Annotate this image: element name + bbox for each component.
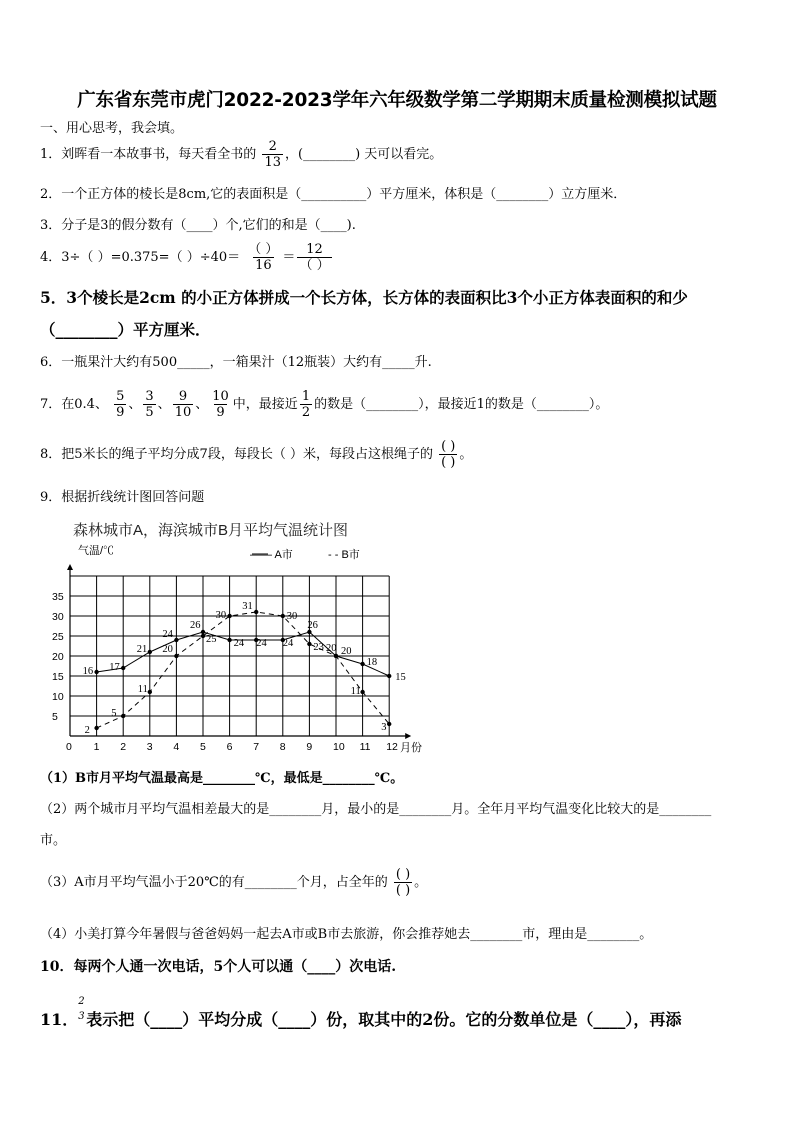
series-b-line [97, 612, 390, 728]
series-b-point [387, 722, 391, 726]
series-a-data-label: 26 [307, 620, 318, 631]
x-axis-arrow [405, 733, 411, 739]
x-tick-label: 0 [66, 741, 72, 753]
q7-f3-den: 10 [174, 405, 192, 420]
q7-text-b: 中，最接近 [232, 397, 298, 412]
y-tick-label: 35 [52, 591, 64, 603]
chart-labels [52, 554, 406, 753]
series-b-point [281, 614, 285, 618]
series-a-point [94, 670, 98, 674]
question-3: 3．分子是3的假分数有（____）个,它们的和是（____). [40, 218, 356, 233]
q7-fraction-4 [210, 390, 231, 419]
series-a-data-label: 26 [190, 620, 201, 631]
series-a-point [387, 674, 391, 678]
q4-text: 4．3÷（ ）=0.375=（ ）÷40＝ [40, 250, 241, 265]
section-heading: 一、用心思考，我会填。 [40, 121, 184, 136]
q4-f1-num: （ ） [248, 242, 279, 257]
x-tick-label: 1 [93, 741, 100, 753]
q7-f4-den: 9 [216, 405, 225, 420]
series-b-point [174, 654, 178, 658]
series-a-point [360, 662, 364, 666]
q1-frac-den: 13 [264, 155, 281, 170]
x-tick-label: 6 [226, 741, 233, 753]
y-tick-label: 25 [52, 631, 64, 643]
question-7 [40, 390, 608, 419]
x-tick-label: 9 [306, 741, 313, 753]
q8-frac-den: ( ) [441, 455, 456, 470]
q4-fraction-1 [246, 243, 280, 272]
series-b-point [360, 690, 364, 694]
q4-f1-den: 16 [255, 258, 272, 273]
q7-fraction-3 [173, 390, 194, 419]
series-b-data-label: 20 [162, 644, 173, 655]
q1-text-c: ) 天可以看完。 [355, 147, 443, 162]
q4-f2-den: （ ） [299, 258, 330, 273]
series-b-point [94, 726, 98, 730]
legend-a: —— A市 [250, 549, 293, 561]
q7-f1-num: 5 [116, 389, 125, 404]
x-tick-label: 8 [279, 741, 286, 753]
q9-3-frac-num: ( ) [395, 867, 411, 882]
series-a-data-label: 24 [162, 629, 173, 640]
chart-series [94, 610, 391, 730]
series-a-point [148, 650, 152, 654]
q9-3-text-a: （3）A市月平均气温小于20℃的有________个月，占全年的 [40, 875, 388, 890]
q7-sep: 、 [128, 397, 142, 412]
series-a-point [174, 638, 178, 642]
question-2: 2．一个正方体的棱长是8cm,它的表面积是（__________）平方厘米，体积是（________）立方厘米． [40, 187, 627, 202]
question-5-line1: 5．3个棱长是2cm 的小正方体拼成一个长方体，长方体的表面积比3个小正方体表面积的和少 [40, 288, 688, 307]
q1-num: 1． [40, 147, 62, 162]
series-b-point [307, 642, 311, 646]
q7-fraction-2 [143, 390, 155, 419]
q9-3-text-b: 。 [414, 875, 428, 890]
q1-fraction [262, 140, 283, 169]
page-title: 广东省东莞市虎门2022-2023学年六年级数学第二学期期末质量检测模拟试题 [77, 90, 717, 111]
series-b-point [148, 690, 152, 694]
q11-num: 11． [40, 1010, 79, 1029]
x-tick-label: 2 [120, 741, 127, 753]
q8-frac-num: ( ) [441, 439, 456, 454]
q7-text-a: 7．在0.4、 [40, 397, 108, 412]
q7-sep: 、 [157, 397, 171, 412]
q7-sep: 、 [195, 397, 209, 412]
q7-text-c: 的数是（________），最接近1的数是（________）。 [314, 397, 609, 412]
q11-text: 表示把（____）平均分成（____）份，取其中的2份。它的分数单位是（____），再添 [86, 1010, 682, 1029]
question-5-line2: （________）平方厘米． [40, 320, 211, 339]
series-a-data-label: 18 [366, 657, 378, 668]
series-b-data-label: 5 [111, 708, 117, 719]
y-tick-label: 20 [52, 651, 64, 663]
q1-text-a: 刘晖看一本故事书，每天看全书的 [61, 147, 257, 162]
series-a-data-label: 16 [82, 666, 94, 677]
series-b-data-label: 2 [84, 725, 90, 736]
series-b-data-label: 30 [286, 611, 298, 622]
series-b-data-label: 11 [137, 684, 148, 695]
y-axis-arrow [67, 564, 73, 570]
series-b-data-label: 31 [242, 601, 253, 612]
q1-text-b: ，( [284, 147, 304, 162]
q7-f4-num: 10 [212, 389, 229, 404]
series-a-data-label: 17 [109, 662, 120, 673]
q7-f3-num: 9 [178, 389, 188, 404]
series-b-data-label: 20 [341, 646, 352, 657]
series-a-data-label: 24 [282, 638, 294, 649]
chart-axes [67, 564, 411, 739]
series-b-data-label: 11 [350, 686, 361, 697]
series-b-point [334, 654, 338, 658]
x-tick-label: 10 [333, 741, 345, 753]
question-9-2-line2: 市。 [40, 833, 67, 848]
q11-small-fraction [78, 996, 86, 1022]
q9-3-fraction [394, 868, 412, 897]
question-9-1: （1）B市月平均气温最高是________℃，最低是________℃。 [40, 771, 404, 786]
series-b-data-label: 3 [381, 722, 387, 733]
series-b-point [201, 634, 205, 638]
question-10: 10．每两个人通一次电话，5个人可以通（____）次电话. [40, 959, 397, 975]
series-a-point [121, 666, 125, 670]
question-1 [40, 140, 442, 169]
line-chart [40, 515, 440, 760]
x-tick-label: 4 [173, 741, 180, 753]
series-a-data-label: 15 [395, 672, 406, 683]
series-a-data-label: 24 [256, 638, 267, 649]
series-b-point [227, 614, 231, 618]
series-b-data-label: 25 [206, 634, 217, 645]
y-axis-label: 气温/℃ [78, 545, 115, 557]
x-tick-label: 7 [253, 741, 260, 753]
q7-half-num: 1 [301, 389, 311, 404]
y-tick-label: 10 [52, 691, 64, 703]
legend-b: - - B市 [328, 549, 360, 561]
q8-text-a: 8．把5米长的绳子平均分成7段，每段长（ ）米，每段占这根绳子的 [40, 447, 433, 462]
q9-3-frac-den: ( ) [395, 883, 411, 898]
y-tick-label: 15 [52, 671, 64, 683]
series-a-point [227, 638, 231, 642]
series-a-data-label: 24 [233, 638, 245, 649]
series-b-data-label: 23 [313, 642, 324, 653]
question-9: 9．根据折线统计图回答问题 [40, 490, 205, 505]
question-8 [40, 440, 472, 469]
question-4 [40, 243, 334, 272]
y-tick-label: 5 [52, 711, 58, 723]
q4-eq: ＝ [282, 250, 296, 265]
q8-text-b: 。 [459, 447, 473, 462]
q4-fraction-2 [297, 243, 331, 272]
q4-f2-num: 12 [306, 242, 323, 257]
y-tick-label: 30 [52, 611, 64, 623]
x-tick-label: 5 [200, 741, 206, 753]
series-a-data-label: 21 [136, 644, 148, 655]
q7-f2-num: 3 [145, 389, 154, 404]
x-tick-label: 11 [359, 741, 371, 753]
question-9-2-line1: （2）两个城市月平均气温相差最大的是________月，最小的是________月。全年月平均气温变化比较大的是________ [40, 802, 712, 817]
question-9-3 [40, 868, 427, 897]
q1-frac-num: 2 [268, 139, 277, 154]
q7-fraction-1 [114, 390, 126, 419]
series-b-data-label: 30 [215, 610, 227, 621]
q7-half [300, 390, 312, 419]
question-11 [40, 996, 682, 1030]
q11-frac-den: 3 [78, 1011, 85, 1022]
q11-frac-num: 2 [78, 996, 85, 1007]
question-6: 6．一瓶果汁大约有500_____，一箱果汁（12瓶装）大约有_____升. [40, 355, 432, 370]
chart-title: 森林城市A，海滨城市B月平均气温统计图 [73, 522, 349, 539]
x-axis-label: 月份 [400, 742, 422, 754]
question-9-4: （4）小美打算今年暑假与爸爸妈妈一起去A市或B市去旅游，你会推荐她去________市，理由是________。 [40, 927, 653, 942]
series-a-data-label: 20 [326, 643, 337, 654]
series-b-point [121, 714, 125, 718]
series-a-point [201, 630, 205, 634]
q7-half-den: 2 [301, 405, 311, 420]
q7-f1-den: 9 [116, 405, 125, 420]
series-b-point [254, 610, 258, 614]
q7-f2-den: 5 [145, 405, 154, 420]
x-tick-label: 12 [386, 741, 398, 753]
q1-blank[interactable]: ________ [303, 147, 356, 162]
q8-fraction [439, 440, 457, 469]
x-tick-label: 3 [146, 741, 153, 753]
